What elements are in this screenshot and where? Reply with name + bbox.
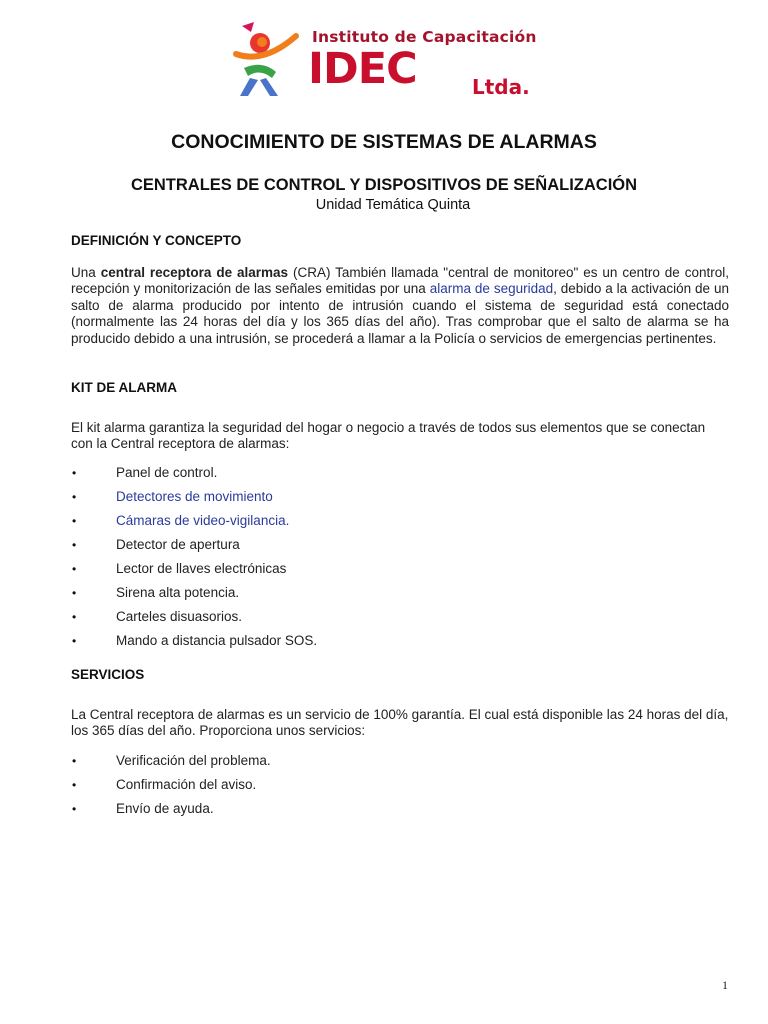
list-item: [71, 801, 691, 825]
definicion-heading: DEFINICIÓN Y CONCEPTO: [71, 233, 242, 248]
idec-logo: [232, 18, 552, 100]
list-item: [71, 585, 691, 609]
bullet-icon: •: [72, 562, 77, 576]
list-item-text: Panel de control.: [116, 465, 218, 480]
list-item: [71, 513, 691, 537]
definicion-text-end: , debido a la activación de un salto de alarma producido por intento de intrusión cuando el sistema de seguridad está conectado (normalmente las 24 horas del día y los 365 días del año). Tras comprobar que el salto de alarma se ha producido debido a una intrusión, se procederá a llamar a la Policía o servicios de emergencias pertinentes.: [71, 281, 730, 346]
list-item-text: Sirena alta potencia.: [116, 585, 240, 600]
logo-institute-text: Instituto de Capacitación: [312, 28, 537, 46]
camaras-link[interactable]: Cámaras de video-vigilancia.: [116, 513, 290, 528]
list-item-text: Verificación del problema.: [116, 753, 271, 768]
bullet-icon: •: [72, 586, 77, 600]
list-item-text: Envío de ayuda.: [116, 801, 214, 816]
bullet-icon: •: [72, 634, 77, 648]
list-item: [71, 609, 691, 633]
document-subtitle: CENTRALES DE CONTROL Y DISPOSITIVOS DE SEÑALIZACIÓN: [130, 176, 638, 194]
list-item-text: Confirmación del aviso.: [116, 777, 257, 792]
list-item: [71, 561, 691, 585]
list-item-text: Detector de apertura: [116, 537, 240, 552]
kit-intro: El kit alarma garantiza la seguridad del hogar o negocio a través de todos sus elementos que se conectan con la Central receptora de alarmas:: [71, 420, 706, 452]
bullet-icon: •: [72, 802, 77, 816]
page-number: 1: [722, 978, 728, 992]
servicios-intro: La Central receptora de alarmas es un servicio de 100% garantía. El cual está disponible las 24 horas del día, los 365 días del año. Proporciona unos servicios:: [71, 707, 729, 739]
list-item-text: Mando a distancia pulsador SOS.: [116, 633, 318, 648]
kit-heading: KIT DE ALARMA: [71, 380, 177, 395]
bullet-icon: •: [72, 754, 77, 768]
bullet-icon: •: [72, 466, 77, 480]
kit-list: [71, 465, 691, 657]
idec-figure-logo-icon: [232, 20, 302, 98]
unit-label: Unidad Temática Quinta: [315, 197, 471, 213]
bullet-icon: •: [72, 610, 77, 624]
alarma-seguridad-link[interactable]: alarma de seguridad: [429, 281, 554, 297]
definicion-text-mid: (CRA) También llamada "central de monitoreo" es un centro de control, recepción y monitorización de las señales emitidas por una: [71, 265, 729, 297]
list-item: [71, 753, 691, 777]
definicion-text-start: Una: [71, 265, 101, 280]
list-item: [71, 489, 691, 513]
bullet-icon: •: [72, 514, 77, 528]
definicion-bold-term: central receptora de alarmas: [100, 265, 289, 280]
list-item: [71, 465, 691, 489]
list-item: [71, 777, 691, 801]
servicios-list: [71, 753, 691, 825]
list-item-text: Carteles disuasorios.: [116, 609, 243, 624]
detectores-link[interactable]: Detectores de movimiento: [116, 489, 273, 504]
logo-idec-text: IDEC: [308, 44, 417, 94]
document-title: CONOCIMIENTO DE SISTEMAS DE ALARMAS: [171, 131, 597, 153]
bullet-icon: •: [72, 778, 77, 792]
list-item-text: Lector de llaves electrónicas: [116, 561, 287, 576]
bullet-icon: •: [72, 490, 77, 504]
bullet-icon: •: [72, 538, 77, 552]
list-item: [71, 537, 691, 561]
logo-ltda-text: Ltda.: [472, 75, 530, 99]
definicion-paragraph: [71, 265, 729, 347]
list-item: [71, 633, 691, 657]
servicios-heading: SERVICIOS: [71, 667, 145, 682]
